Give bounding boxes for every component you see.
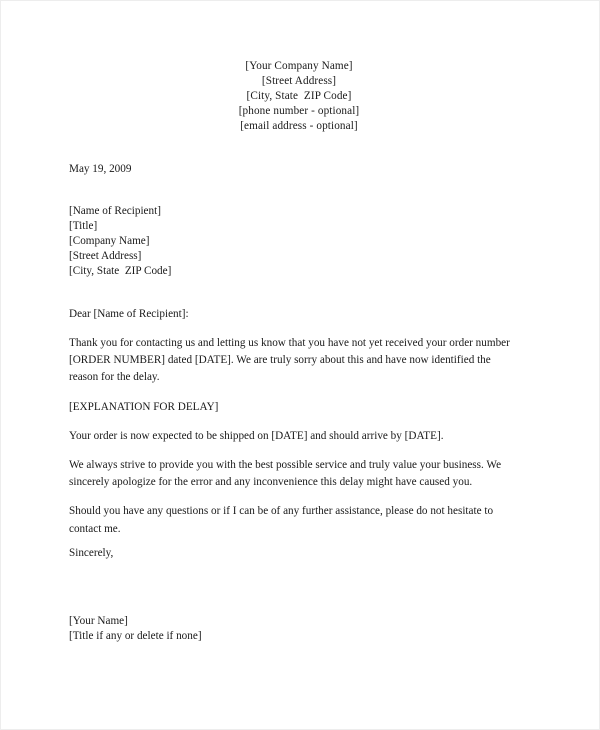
closing-salutation: Sincerely, <box>69 547 114 559</box>
signature-title: [Title if any or delete if none] <box>69 630 202 642</box>
recipient-address-block <box>69 204 171 279</box>
signature-block <box>69 614 202 644</box>
recipient-title: [Title] <box>69 220 98 232</box>
recipient-city-state-zip: [City, State ZIP Code] <box>69 265 172 277</box>
letterhead-phone-number: [phone number - optional] <box>238 105 360 117</box>
body-paragraph-opening: Thank you for contacting us and letting us know that you have not yet received your order number [ORDER NUMBER] dated [DATE]. We are truly sorry about this and have now identified the reason for the delay. <box>69 337 510 384</box>
letterhead-company-name: [Your Company Name] <box>245 60 353 72</box>
body-paragraph-explanation-placeholder: [EXPLANATION FOR DELAY] <box>69 400 219 413</box>
body-paragraph-closing-offer: Should you have any questions or if I can be of any further assistance, please do not hesitate to contact me. <box>69 505 494 535</box>
letter-date: May 19, 2009 <box>69 163 132 175</box>
recipient-company-name: [Company Name] <box>69 235 150 247</box>
signature-name: [Your Name] <box>69 615 128 627</box>
letter-body <box>69 335 515 538</box>
body-paragraph-apology: We always strive to provide you with the best possible service and truly value your business. We sincerely apologize for the error and any inconvenience this delay might have caused you. <box>69 459 502 489</box>
recipient-street-address: [Street Address] <box>69 250 142 262</box>
letterhead-street-address: [Street Address] <box>261 75 337 87</box>
body-paragraph-shipping-dates: Your order is now expected to be shipped on [DATE] and should arrive by [DATE]. <box>69 429 444 442</box>
salutation: Dear [Name of Recipient]: <box>69 308 189 320</box>
letterhead-block <box>69 59 529 134</box>
page-sheet <box>1 1 599 729</box>
letterhead-email-address: [email address - optional] <box>240 120 358 132</box>
recipient-name: [Name of Recipient] <box>69 205 161 217</box>
letterhead-city-state-zip: [City, State ZIP Code] <box>246 90 352 102</box>
